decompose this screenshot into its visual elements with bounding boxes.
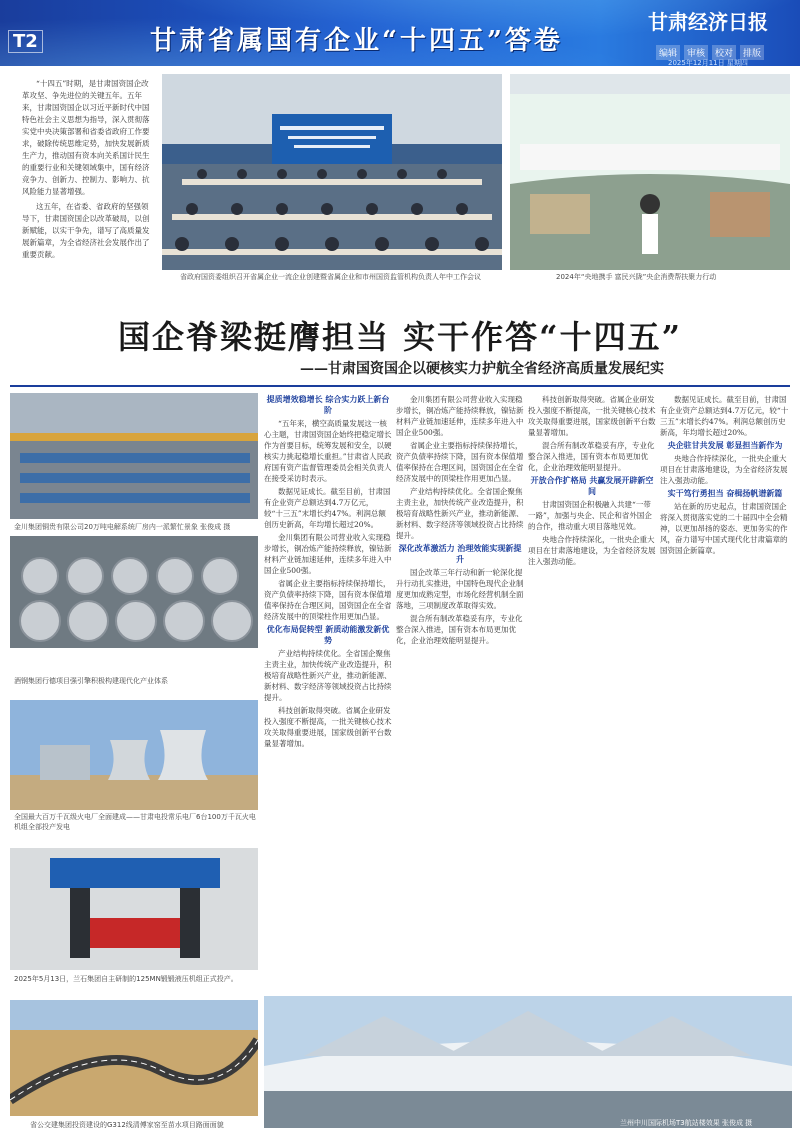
photo-caption: 全国最大百万千瓦级火电厂全面建成——甘肃电投常乐电厂6台100万千瓦火电机组全部投产发电 (14, 813, 256, 831)
body-paragraph: 省属企业主要指标持续保持增长，资产负债率持续下降，国有资本保值增值率保持在合理区间，国资国企在全省经济发展中的顶梁柱作用更加凸显。 (264, 579, 392, 621)
banner-title: 甘肃省属国有企业“十四五”答卷 (150, 26, 563, 56)
photo-caption: 金川集团铜贵有限公司20万吨电解系统厂房内一派繁忙景象 张俊成 摄 (14, 523, 231, 531)
photo-caption: 酒钢集团行德项目强引擎积极构建现代化产业体系 (14, 677, 168, 685)
divider (10, 385, 790, 387)
body-paragraph: “五年来，横空高质量发展这一核心主题，甘肃国资国企始终把稳定增长作为首要目标，统筹发展和安全，以硬核实力挑起稳增长重担。”甘肃省人民政府国有资产监督管理委员会相关负责人在接受采访时表示。 (264, 419, 392, 483)
power-plant-photo (10, 700, 258, 810)
body-paragraph: 甘肃国资国企积极融入共建“一带一路”，加强与央企、民企和省外国企的合作，推动重大项目落地见效。 (528, 500, 652, 531)
meta-tag: 审核 (684, 45, 708, 60)
body-paragraph: 混合所有制改革稳妥有序，专业化整合深入推进，国有资本布局更加优化，企业治理效能明显提升。 (528, 441, 655, 472)
subheadline: ——甘肃国资国企以硬核实力护航全省经济高质量发展纪实 (300, 361, 664, 377)
meta-tag: 编辑 (656, 45, 680, 60)
body-paragraph: 数据见证成长。截至目前，甘肃国有企业资产总额达到4.7万亿元，较“十三五”末增长约47%。利润总额创历史新高，年均增长超过20%。 (264, 487, 391, 529)
body-paragraph: 科技创新取得突破。省属企业研发投入强度不断提高，一批关键核心技术攻关取得重要进展，国家级创新平台数量显著增加。 (264, 706, 392, 748)
page-banner (0, 0, 800, 66)
body-paragraph: 数据见证成长。截至目前，甘肃国有企业资产总额达到4.7万亿元，较“十三五”末增长约47%。利润总额创历史新高，年均增长超过20%。 (660, 395, 789, 437)
photo-caption: 2024年“央地携手 富民兴陇”央企消费帮扶聚力行动 (556, 273, 717, 281)
article-column-3 (528, 394, 656, 994)
body-paragraph: 产业结构持续优化。全省国企聚焦主责主业，加快传统产业改造提升，积极培育战略性新兴产业，推动新能源、新材料、数字经济等领域投资占比持续提升。 (396, 487, 524, 540)
page-number: T2 (8, 30, 43, 53)
photo-caption: 省政府国资委组织召开省属企业一流企业创建暨省属企业和市州国资监管机构负责人年中工作会议 (180, 273, 481, 281)
body-paragraph: 产业结构持续优化。全省国企聚焦主责主业，加快传统产业改造提升，积极培育战略性新兴产业，推动新能源、新材料、数字经济等领域投资占比持续提升。 (264, 649, 392, 702)
photo-caption: 兰州中川国际机场T3航站楼效果 张俊成 摄 (620, 1119, 753, 1127)
section-heading: 央企驻甘共发展 彰显担当新作为 (667, 441, 783, 450)
body-paragraph: 央地合作持续深化，一批央企重大项目在甘肃落地建设，为全省经济发展注入强劲动能。 (528, 535, 656, 566)
body-paragraph: 国企改革三年行动和新一轮深化提升行动扎实推进，中国特色现代企业制度更加成熟定型，市场化经营机制全面落地，三项制度改革取得实效。 (396, 568, 524, 610)
issue-date: 2025年12月11日 星期四 (668, 59, 748, 66)
article-column-1 (264, 394, 392, 994)
press-machine-photo (10, 848, 258, 970)
body-paragraph: 混合所有制改革稳妥有序，专业化整合深入推进，国有资本布局更加优化，企业治理效能明显提升。 (396, 614, 523, 645)
body-paragraph: 金川集团有限公司营业收入实现稳步增长，铜冶炼产能持续释放，镍钴新材料产业链加速延伸，连续多年进入中国企业500强。 (396, 395, 524, 437)
section-heading: 提质增效稳增长 综合实力跃上新台阶 (266, 395, 390, 415)
article-column-4 (660, 394, 790, 994)
body-paragraph: 金川集团有限公司营业收入实现稳步增长，铜冶炼产能持续释放，镍钴新材料产业链加速延伸，连续多年进入中国企业500强。 (264, 533, 392, 575)
headline: 国企脊梁挺膺担当 实干作答“十四五” (118, 318, 682, 356)
meta-tag: 排版 (740, 45, 764, 60)
highway-photo (10, 1000, 258, 1116)
body-paragraph: 省属企业主要指标持续保持增长，资产负债率持续下降，国有资本保值增值率保持在合理区间，国资国企在全省经济发展中的顶梁柱作用更加凸显。 (396, 441, 524, 483)
body-paragraph: 站在新的历史起点，甘肃国资国企将深入贯彻落实党的二十届四中全会精神，以更加昂扬的姿态、更加务实的作风，奋力谱写中国式现代化甘肃篇章的国资国企新篇章。 (660, 502, 788, 555)
body-paragraph: 央地合作持续深化，一批央企重大项目在甘肃落地建设，为全省经济发展注入强劲动能。 (660, 454, 788, 485)
photo-caption: 省公交建集团投资建设的G312线清傅家窑至苗水项目路面面貌 (30, 1121, 224, 1129)
intro-paragraph: 这五年，在省委、省政府的坚强领导下，甘肃国资国企以改革破局，以创新赋能，以实干争先，谱写了高质量发展新篇章，为全省经济社会发展作出了重要贡献。 (22, 202, 150, 259)
steel-coils-photo (10, 536, 258, 648)
meta-tag: 校对 (712, 45, 736, 60)
event-photo (510, 74, 790, 270)
factory-photo (10, 393, 258, 519)
section-heading: 深化改革激活力 治理效能实现新提升 (398, 544, 522, 564)
airport-photo (264, 996, 792, 1128)
intro-paragraph: “十四五”时期，是甘肃国资国企改革攻坚、争先进位的关键五年。五年来，甘肃国资国企以习近平新时代中国特色社会主义思想为指导，深入贯彻落实党中央决策部署和省委省政府工作要求，破除传统思维定势，加快发展新质生产力，推动国有资本向关系国计民生的重要行业和关键领域集中，国有经济竞争力、创新力、控制力、影响力、抗风险能力显著增强。 (22, 79, 150, 196)
section-heading: 优化布局促转型 新质动能激发新优势 (266, 625, 390, 645)
body-paragraph: 科技创新取得突破。省属企业研发投入强度不断提高，一批关键核心技术攻关取得重要进展，国家级创新平台数量显著增加。 (528, 395, 656, 437)
newspaper-masthead: 甘肃经济日报 (648, 10, 768, 34)
intro-text (22, 78, 154, 264)
section-heading: 实干笃行勇担当 奋楫扬帆谱新篇 (667, 489, 783, 498)
photo-caption: 2025年5月13日，兰石集团自主研制的125MN锻锻液压机组正式投产。 (14, 975, 238, 983)
conference-photo (162, 74, 502, 270)
section-heading: 开放合作扩格局 共赢发展开辟新空间 (530, 476, 654, 496)
article-column-2 (396, 394, 524, 994)
